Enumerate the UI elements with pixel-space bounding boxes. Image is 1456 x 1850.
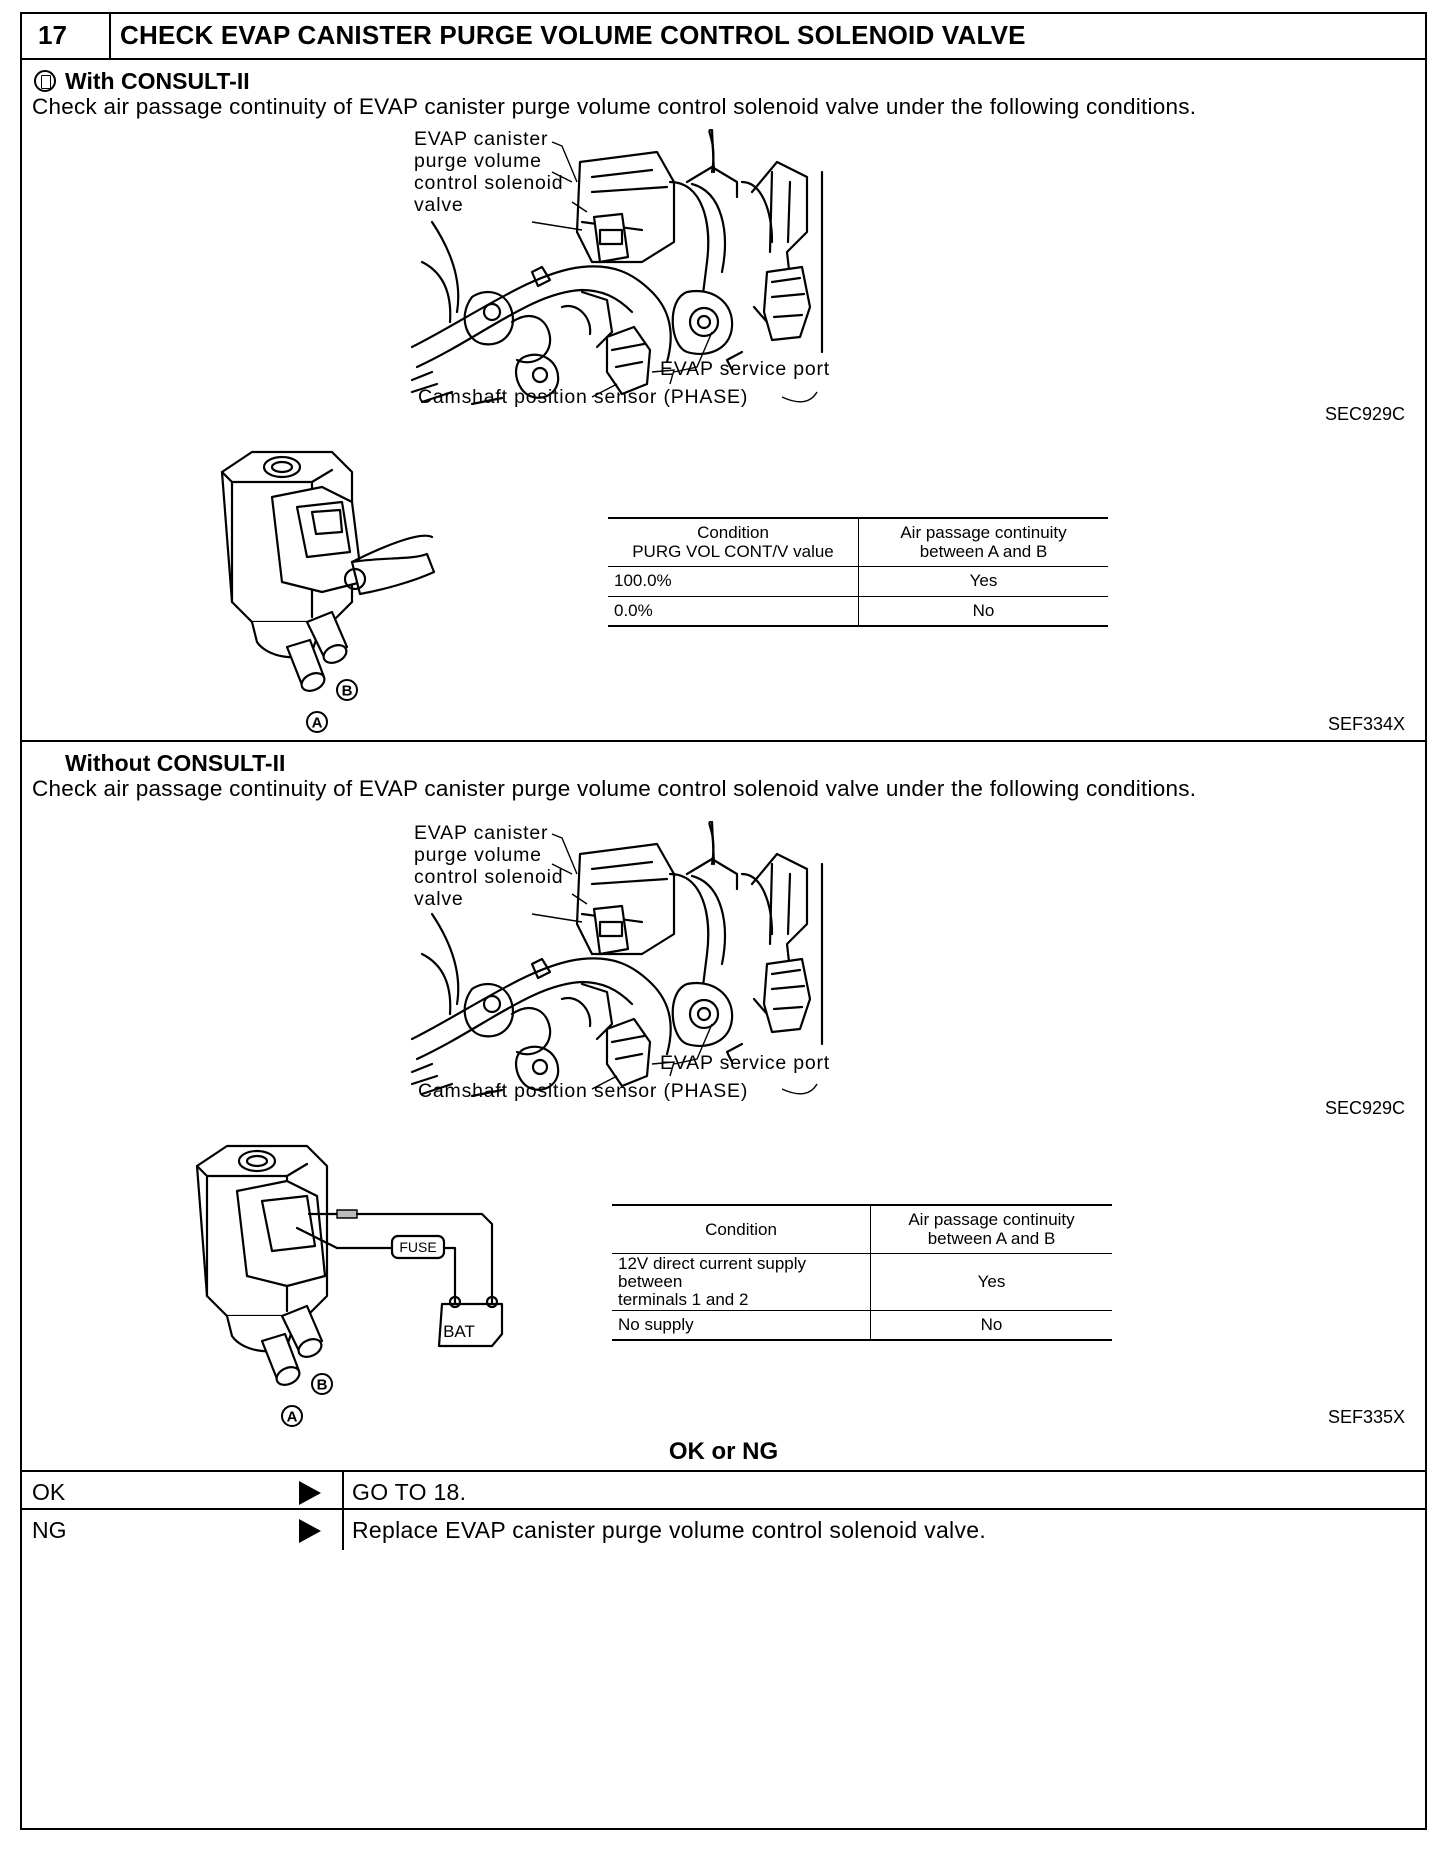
- condition-line1: 12V direct current supply between: [618, 1253, 807, 1291]
- result-key-ng: NG: [32, 1517, 67, 1543]
- battery-label: BAT: [443, 1322, 475, 1341]
- continuity-table-consult: [608, 517, 1108, 627]
- camshaft-label-1: Camshaft position sensor (PHASE): [418, 386, 749, 408]
- continuity-cell: No: [859, 596, 1109, 626]
- port-a-label-1: A: [311, 714, 323, 732]
- port-a-icon-2: [280, 1404, 304, 1428]
- condition-line2: terminals 1 and 2: [618, 1289, 749, 1309]
- without-consult-instruction: Check air passage continuity of EVAP canister purge volume control solenoid valve under the following conditions.: [32, 776, 1197, 801]
- condition-cell: 100.0%: [608, 566, 859, 596]
- header-condition-line2: PURG VOL CONT/V value: [632, 542, 834, 562]
- table-row: [608, 596, 1108, 626]
- condition-cell: [612, 1253, 871, 1310]
- port-b-label-1: B: [341, 682, 353, 700]
- arrow-right-icon: [299, 1519, 321, 1543]
- header-divider: [109, 14, 111, 58]
- figure-code-sec929c-1: SEC929C: [1324, 404, 1405, 424]
- condition-cell: 0.0%: [608, 596, 859, 626]
- result-action-ok: GO TO 18.: [352, 1479, 467, 1505]
- with-consult-instruction: Check air passage continuity of EVAP canister purge volume control solenoid valve under the following conditions.: [32, 94, 1197, 119]
- condition-cell: No supply: [612, 1310, 871, 1340]
- valve-label-1-line2: purge volume: [414, 150, 542, 172]
- header-continuity-line2: between A and B: [919, 542, 1048, 562]
- continuity-cell: No: [871, 1310, 1113, 1340]
- with-consult-title: With CONSULT-II: [65, 68, 250, 94]
- service-port-label-2: EVAP service port: [660, 1052, 831, 1074]
- figure-code-sef335x: SEF335X: [1327, 1407, 1405, 1427]
- port-a-icon-1: [305, 710, 329, 734]
- solenoid-battery-illustration: [187, 1136, 517, 1426]
- step-number: 17: [38, 20, 67, 50]
- procedure-frame: [20, 12, 1427, 1830]
- service-port-label-1: EVAP service port: [660, 358, 831, 380]
- consult-tester-icon: [34, 70, 56, 92]
- result-row-ng: [22, 1510, 1425, 1552]
- valve-label-2-line4: valve: [414, 888, 464, 910]
- step-title: CHECK EVAP CANISTER PURGE VOLUME CONTROL SOLENOID VALVE: [120, 20, 1026, 50]
- valve-label-1-line1: EVAP canister: [414, 128, 549, 150]
- header-continuity-line1: Air passage continuity: [900, 523, 1067, 543]
- table-header-condition: Condition: [612, 1205, 871, 1253]
- fuse-label: FUSE: [399, 1239, 437, 1255]
- table-header-row: [608, 518, 1108, 566]
- result-title: OK or NG: [668, 1438, 779, 1465]
- continuity-cell: Yes: [859, 566, 1109, 596]
- table-header-condition: [608, 518, 859, 566]
- table-header-continuity: [859, 518, 1109, 566]
- valve-label-1-line3: control solenoid: [414, 172, 564, 194]
- valve-label-2-line1: EVAP canister: [414, 822, 549, 844]
- port-b-label-2: B: [316, 1376, 328, 1394]
- valve-label-2-line3: control solenoid: [414, 866, 564, 888]
- step-header: [22, 14, 1425, 60]
- arrow-right-icon: [299, 1481, 321, 1505]
- valve-label-1-line4: valve: [414, 194, 464, 216]
- figure-code-sec929c-2: SEC929C: [1324, 1098, 1405, 1118]
- table-row: [612, 1310, 1112, 1340]
- figure-code-sef334x: SEF334X: [1327, 714, 1405, 734]
- solenoid-valve-illustration-1: [212, 442, 442, 732]
- without-consult-title: Without CONSULT-II: [65, 750, 286, 776]
- header-condition-line1: Condition: [697, 523, 769, 543]
- header-continuity-line2: between A and B: [927, 1229, 1056, 1249]
- table-row: [608, 566, 1108, 596]
- continuity-table-direct: [612, 1204, 1112, 1341]
- port-b-icon-1: [335, 678, 359, 702]
- result-key-ok: OK: [32, 1479, 66, 1505]
- continuity-cell: Yes: [871, 1253, 1113, 1310]
- header-continuity-line1: Air passage continuity: [908, 1210, 1075, 1230]
- port-b-icon-2: [310, 1372, 334, 1396]
- port-a-label-2: A: [286, 1408, 298, 1426]
- camshaft-label-2: Camshaft position sensor (PHASE): [418, 1080, 749, 1102]
- result-column-divider: [342, 1470, 344, 1550]
- table-header-continuity: [871, 1205, 1113, 1253]
- section-divider: [22, 740, 1425, 742]
- valve-label-2-line2: purge volume: [414, 844, 542, 866]
- table-header-row: [612, 1205, 1112, 1253]
- table-row: [612, 1253, 1112, 1310]
- result-action-ng: Replace EVAP canister purge volume control solenoid valve.: [352, 1517, 987, 1543]
